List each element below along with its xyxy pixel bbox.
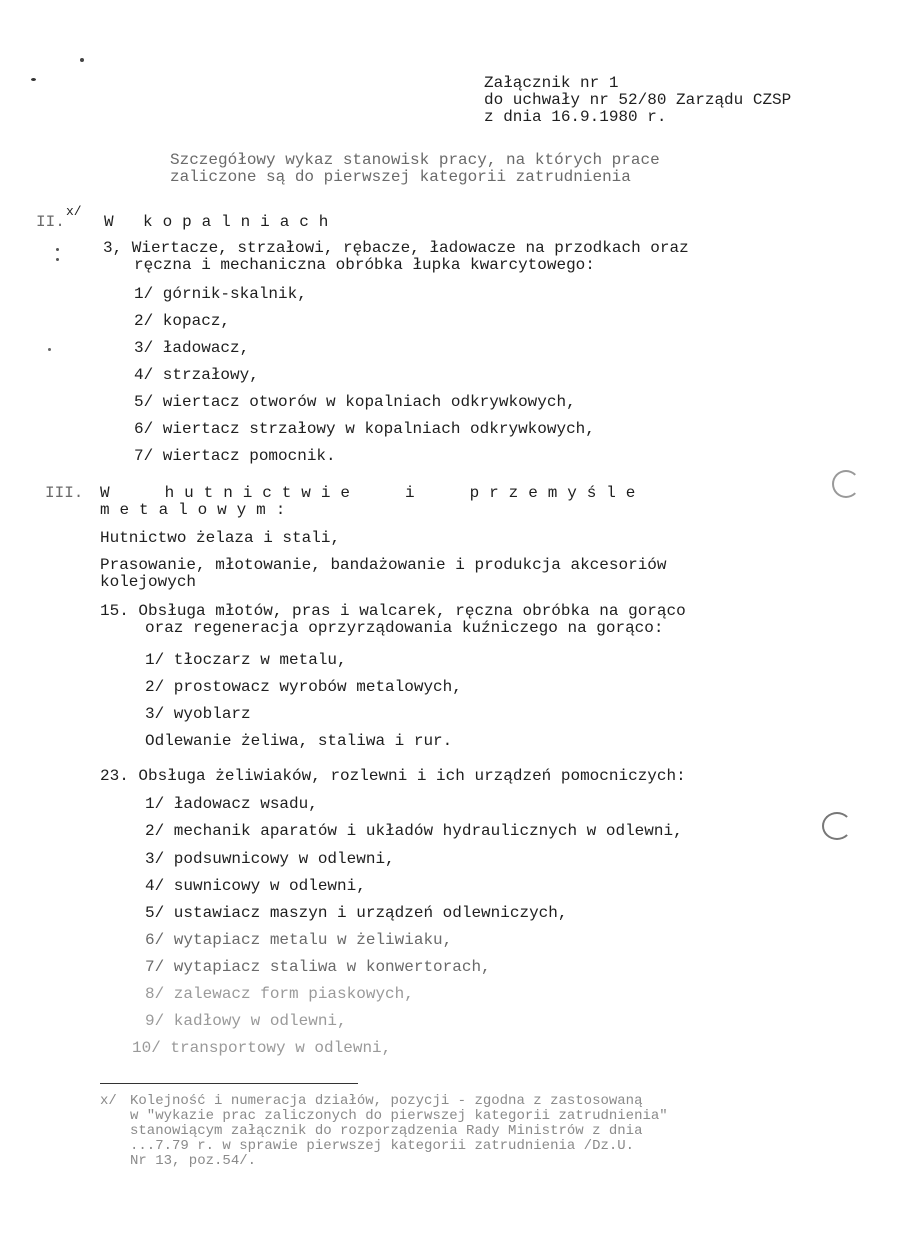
section-2-number: II.	[36, 213, 65, 231]
position-item: 3/ podsuwnicowy w odlewni,	[145, 850, 395, 868]
footnote-line-4: ...7.79 r. w sprawie pierwszej kategorii zatrudnienia /Dz.U.	[130, 1138, 635, 1154]
item-15-line-1: 15. Obsługa młotów, pras i walcarek, ręczna obróbka na gorąco	[100, 602, 686, 620]
section-3-heading-line-2: metalowym:	[100, 501, 296, 519]
position-item: 8/ zalewacz form piaskowych,	[145, 985, 414, 1003]
footnote-line-5: Nr 13, poz.54/.	[130, 1153, 257, 1169]
section-3-number: III.	[45, 484, 84, 502]
item-15-line-2: oraz regeneracja oprzyrządowania kuźniczego na gorąco:	[145, 619, 664, 637]
position-item: 2/ mechanik aparatów i układów hydraulicznych w odlewni,	[145, 822, 683, 840]
position-item: 4/ suwnicowy w odlewni,	[145, 877, 366, 895]
subsection-heading: Prasowanie, młotowanie, bandażowanie i produkcja akcesoriów	[100, 556, 667, 574]
footnote-marker: x/	[100, 1093, 117, 1109]
punch-hole-mark	[822, 812, 852, 840]
section-2-heading: W kopalniach	[104, 213, 339, 231]
position-item: 1/ ładowacz wsadu,	[145, 795, 318, 813]
scan-speck	[56, 248, 59, 251]
scan-speck	[31, 78, 36, 81]
position-item: 5/ ustawiacz maszyn i urządzeń odlewniczych,	[145, 904, 568, 922]
subsection-heading: Hutnictwo żelaza i stali,	[100, 529, 341, 547]
position-item: 7/ wiertacz pomocnik.	[134, 447, 336, 465]
footnote-line-3: stanowiącym załącznik do rozporządzenia Rady Ministrów z dnia	[130, 1123, 643, 1139]
position-item: 3/ ładowacz,	[134, 339, 250, 357]
position-item: 6/ wiertacz strzałowy w kopalniach odkrywkowych,	[134, 420, 595, 438]
title-line-1: Szczegółowy wykaz stanowisk pracy, na których prace	[170, 151, 660, 169]
punch-hole-mark	[832, 470, 860, 498]
section-3-heading-line-1: W hutnictwie i przemyśle	[100, 484, 646, 502]
footnote-line-2: w "wykazie prac zaliczonych do pierwszej kategorii zatrudnienia"	[130, 1108, 668, 1124]
position-item: 1/ tłoczarz w metalu,	[145, 651, 347, 669]
subsection-heading-cont: kolejowych	[100, 573, 197, 591]
item-3-intro-line-2: ręczna i mechaniczna obróbka łupka kwarcytowego:	[134, 256, 595, 274]
position-item: 3/ wyoblarz	[145, 705, 251, 723]
item-3-intro-line-1: 3, Wiertacze, strzałowi, rębacze, ładowacze na przodkach oraz	[103, 239, 689, 257]
position-item: 9/ kadłowy w odlewni,	[145, 1012, 347, 1030]
position-item: 10/ transportowy w odlewni,	[132, 1039, 392, 1057]
header-line-1: Załącznik nr 1	[484, 74, 619, 92]
header-line-2: do uchwały nr 52/80 Zarządu CZSP	[484, 91, 792, 109]
position-item: 2/ kopacz,	[134, 312, 231, 330]
scan-speck	[80, 58, 84, 62]
item-23-intro: 23. Obsługa żeliwiaków, rozlewni i ich urządzeń pomocniczych:	[100, 767, 686, 785]
scan-speck	[56, 258, 59, 261]
position-item: 7/ wytapiacz staliwa w konwertorach,	[145, 958, 491, 976]
position-item: 6/ wytapiacz metalu w żeliwiaku,	[145, 931, 453, 949]
position-item: 4/ strzałowy,	[134, 366, 259, 384]
footnote-reference-mark: x/	[66, 204, 82, 219]
position-item: 2/ prostowacz wyrobów metalowych,	[145, 678, 462, 696]
header-line-3: z dnia 16.9.1980 r.	[484, 108, 667, 126]
scan-speck	[48, 348, 51, 351]
title-line-2: zaliczone są do pierwszej kategorii zatrudnienia	[170, 168, 631, 186]
footnote-divider	[100, 1083, 358, 1084]
position-item: 5/ wiertacz otworów w kopalniach odkrywkowych,	[134, 393, 576, 411]
footnote-line-1: Kolejność i numeracja działów, pozycji - zgodna z zastosowaną	[130, 1093, 643, 1109]
subsection-heading: Odlewanie żeliwa, staliwa i rur.	[145, 732, 453, 750]
position-item: 1/ górnik-skalnik,	[134, 285, 307, 303]
